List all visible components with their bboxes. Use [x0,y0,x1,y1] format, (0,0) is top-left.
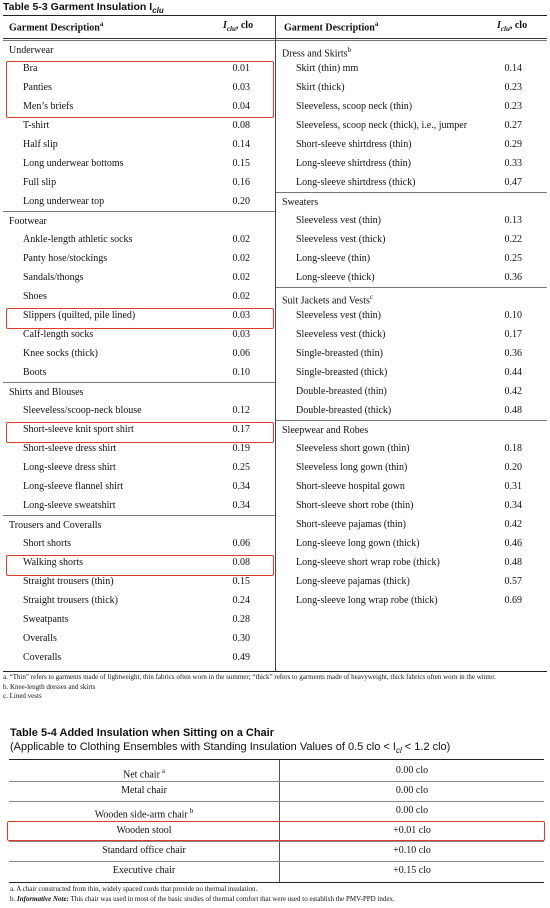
garment-row [276,249,547,268]
garment-name: Single-breasted (thick) [296,367,388,378]
clo-value: 0.48 [504,557,522,568]
clo-value: 0.15 [232,158,250,169]
header-desc-sup-right: a [374,20,379,28]
garment-name: Long underwear bottoms [23,158,124,169]
garment-row [276,458,547,477]
clo-value: 0.10 [232,367,250,378]
section-heading: Suit Jackets and Vests$^c$ [282,293,373,307]
clo-value: 0.02 [232,291,250,302]
clo-value: 0.13 [504,215,522,226]
note-c: c. Lined vests [3,692,42,700]
garment-row [276,591,547,610]
garment-row [3,268,275,287]
garment-row [276,230,547,249]
garment-row [3,287,275,306]
garment-row [276,59,547,78]
garment-name: Long-sleeve long gown (thick) [296,538,420,549]
garment-row [276,78,547,97]
garment-row [3,401,275,420]
garment-name: Long-sleeve long wrap robe (thick) [296,595,438,606]
clo-value: 0.03 [232,329,250,340]
clo-value: 0.20 [232,196,250,207]
garment-name: Panty hose/stockings [23,253,108,264]
section-heading: Trousers and Coveralls [9,520,102,531]
garment-row [276,325,547,344]
garment-name: Sandals/thongs [23,272,84,283]
clo-value: 0.49 [232,652,250,663]
garment-insulation-table [3,15,547,672]
garment-row [3,477,275,496]
clo-value: 0.31 [504,481,522,492]
garment-row [3,154,275,173]
header-desc-sup: a [99,20,104,28]
chair-footnote-mark: a [161,767,166,775]
table-5-3-title-text: Table 5-3 Garment Insulation I [3,1,153,13]
section-heading-row [3,382,275,402]
clo-value: 0.08 [232,557,250,568]
garment-name: Shoes [23,291,47,302]
clo-value: 0.36 [504,348,522,359]
section-heading: Sweaters [282,197,319,208]
clo-value: 0.44 [504,367,522,378]
garment-name: Coveralls [23,652,62,663]
garment-name: Overalls [23,633,57,644]
chair-row [9,781,544,801]
clo-value: 0.23 [504,82,522,93]
garment-name: Single-breasted (thin) [296,348,383,359]
added-insulation-value: 0.00 clo [395,805,429,816]
chair-name: Wooden side-arm chair [94,809,188,821]
garment-name: Long-sleeve dress shirt [23,462,116,473]
garment-name: Slippers (quilted, pile lined) [23,310,136,321]
garment-name: Long-sleeve flannel shirt [23,481,123,492]
header-I-sub-right: clu [500,25,510,33]
garment-row [3,458,275,477]
garment-row [3,610,275,629]
garment-row [276,515,547,534]
section-heading-sup: c [369,293,373,301]
garment-name: Long-sleeve (thin) [296,253,371,264]
table-5-3-notes [3,673,496,702]
garment-name: Walking shorts [23,557,84,568]
added-insulation-value: +0.01 clo [393,825,431,836]
clo-value: 0.34 [504,500,522,511]
garment-name: Boots [23,367,47,378]
note-a: a. “Thin” refers to garments made of lightweight, thin fabrics often worn in the summer; “thick” refers to garments made of heavyweight, thick fabrics often worn in the winter. [3,673,496,681]
chair-row [9,801,544,821]
garment-row [276,154,547,173]
garment-name: Short-sleeve dress shirt [23,443,117,454]
clo-value: 0.34 [232,481,250,492]
garment-name: Sleeveless, scoop neck (thick), i.e., jumper [296,120,468,131]
garment-row [276,116,547,135]
chair-name: Net chair [122,769,160,781]
clo-value: 0.15 [232,576,250,587]
garment-row [276,477,547,496]
garment-name: Long-sleeve (thick) [296,272,375,283]
garment-row [3,591,275,610]
garment-row [3,173,275,192]
garment-name: Sleeveless short gown (thin) [296,443,410,454]
clo-value: 0.06 [232,348,250,359]
chair-type [9,841,279,861]
highlight-knit-shirt-box [6,422,274,443]
section-heading: Dress and Skirts$^b$ [282,46,352,60]
clo-value: 0.69 [504,595,522,606]
table-5-3-title-subscript: clu [152,6,164,16]
garment-name: Full slip [23,177,57,188]
clo-value: 0.22 [504,234,522,245]
clo-value: 0.19 [232,443,250,454]
table-5-4-subtitle [10,741,450,755]
garment-row [276,211,547,230]
garment-row [276,344,547,363]
garment-name: Sleeveless vest (thin) [296,310,381,321]
table-5-4-notes [10,885,395,904]
garment-row [276,382,547,401]
clo-value: 0.29 [504,139,522,150]
garment-name: Sleeveless vest (thick) [296,329,386,340]
garment-row [276,363,547,382]
garment-row [3,192,275,211]
garment-name: Men’s briefs [23,101,74,112]
header-unit: , clo [235,20,254,31]
chair-row [9,761,544,781]
chair-note-b-emphasis: Informative Note: [17,894,69,903]
subtitle-pre: (Applicable to Clothing Ensembles with Standing Insulation Values of 0.5 clo < I [10,741,396,753]
garment-name: Sleeveless vest (thick) [296,234,386,245]
chair-name: Metal chair [121,785,167,796]
garment-row [276,268,547,287]
clo-value: 0.16 [232,177,250,188]
garment-name: Long-sleeve shirtdress (thick) [296,177,416,188]
garment-name: Short-sleeve shirtdress (thin) [296,139,412,150]
section-heading-row [3,515,275,535]
garment-row [3,135,275,154]
chair-note-b [10,895,395,905]
table-5-4-title: Table 5-4 Added Insulation when Sitting on a Chair [10,727,275,739]
clo-value: 0.02 [232,272,250,283]
garment-row [3,249,275,268]
garment-row [276,401,547,420]
clo-value: 0.20 [504,462,522,473]
clo-value: 0.01 [232,63,250,74]
garment-name: Long-sleeve sweatshirt [23,500,116,511]
garment-name: Short-sleeve pajamas (thin) [296,519,406,530]
subtitle-sub: cl [395,746,402,756]
garment-name: Short-sleeve short robe (thin) [296,500,414,511]
table-5-3-title [3,1,164,15]
clo-value: 0.18 [504,443,522,454]
section-heading: Shirts and Blouses [9,387,84,398]
section-heading-row [276,192,547,212]
garment-name: Skirt (thick) [296,82,345,93]
clo-value: 0.28 [232,614,250,625]
added-insulation-value: 0.00 clo [395,765,429,776]
garment-row [276,306,547,325]
header-I-sub: clu [226,25,236,33]
garment-name: T-shirt [23,120,50,131]
chair-row [9,841,544,861]
highlight-slippers-box [6,308,274,329]
header-garment-description-right [284,20,378,33]
chair-name: Standard office chair [102,845,186,856]
chair-insulation-table [9,759,544,883]
section-heading: Sleepwear and Robes [282,425,369,436]
clo-value: 0.06 [232,538,250,549]
clo-value: 0.25 [504,253,522,264]
garment-name: Short-sleeve hospital gown [296,481,405,492]
clo-value: 0.04 [232,101,250,112]
clo-value: 0.14 [232,139,250,150]
garment-name: Ankle-length athletic socks [23,234,133,245]
clo-value: 0.46 [504,538,522,549]
garment-row [276,534,547,553]
garment-name: Skirt (thin) mm [296,63,359,74]
highlight-underwear-box [6,61,274,118]
chair-note-b-label: b. [10,894,17,903]
garment-name: Sleeveless, scoop neck (thin) [296,101,413,112]
clo-value: 0.27 [504,120,522,131]
clo-value: 0.25 [232,462,250,473]
garment-row [276,553,547,572]
garment-row [3,496,275,515]
garment-name: Short-sleeve knit sport shirt [23,424,134,435]
garment-row [3,363,275,382]
header-unit-right: , clo [509,20,528,31]
garment-row [276,496,547,515]
clo-value: 0.36 [504,272,522,283]
header-desc-text-right: Garment Description [284,22,375,34]
clo-value: 0.23 [504,101,522,112]
added-insulation-value: 0.00 clo [395,785,429,796]
garment-name: Long-sleeve pajamas (thick) [296,576,410,587]
header-I: I [223,20,227,31]
header-iclu-right [497,20,527,33]
clo-value: 0.30 [232,633,250,644]
header-desc-text: Garment Description [9,22,100,34]
clo-value: 0.48 [504,405,522,416]
clo-value: 0.08 [232,120,250,131]
garment-row [3,534,275,553]
added-insulation-value: +0.15 clo [393,865,431,876]
garment-row [276,135,547,154]
garment-name: Long underwear top [23,196,105,207]
clo-value: 0.02 [232,253,250,264]
garment-name: Long-sleeve shirtdress (thin) [296,158,411,169]
clo-value: 0.17 [232,424,250,435]
chair-footnote-mark: b [189,807,194,815]
garment-name: Calf-length socks [23,329,94,340]
garment-row [276,173,547,192]
garment-row [276,572,547,591]
garment-name: Half slip [23,139,58,150]
garment-name: Double-breasted (thick) [296,405,392,416]
clo-value: 0.33 [504,158,522,169]
section-heading-sup: b [347,46,352,54]
clo-value: 0.42 [504,386,522,397]
garment-name: Bra [23,63,38,74]
chair-name: Wooden stool [116,825,172,836]
clo-value: 0.34 [232,500,250,511]
garment-name: Straight trousers (thick) [23,595,118,606]
highlight-wooden-stool-box [7,821,545,841]
clo-value: 0.10 [504,310,522,321]
clo-value: 0.03 [232,82,250,93]
clo-value: 0.03 [232,310,250,321]
clo-value: 0.14 [504,63,522,74]
garment-name: Double-breasted (thin) [296,386,387,397]
clo-value: 0.17 [504,329,522,340]
section-heading-row [276,40,547,60]
chair-note-b-text: This chair was used in most of the basic studies of thermal comfort that were used to establish the PMV-PPD index. [68,894,395,903]
clo-value: 0.57 [504,576,522,587]
garment-row [276,439,547,458]
section-heading-row [3,211,275,231]
garment-row [3,344,275,363]
chair-row [9,861,544,881]
garment-name: Sleeveless long gown (thin) [296,462,408,473]
subtitle-post: < 1.2 clo) [401,741,451,753]
highlight-walking-shorts-box [6,555,274,576]
header-iclu-left [223,20,253,33]
clo-value: 0.24 [232,595,250,606]
garment-row [3,230,275,249]
garment-name: Long-sleeve short wrap robe (thick) [296,557,440,568]
added-insulation-value: +0.10 clo [393,845,431,856]
chair-type [9,861,279,881]
garment-name: Sleeveless vest (thin) [296,215,381,226]
clo-value: 0.42 [504,519,522,530]
section-heading-row [276,420,547,440]
garment-name: Panties [23,82,52,93]
garment-name: Straight trousers (thin) [23,576,114,587]
chair-name: Executive chair [112,865,176,876]
header-I-right: I [497,20,501,31]
header-garment-description-left [9,20,103,33]
garment-name: Sleeveless/scoop-neck blouse [23,405,142,416]
section-heading-row [276,287,547,307]
clo-value: 0.02 [232,234,250,245]
note-b: b. Knee-length dresses and skirts [3,682,96,691]
section-heading: Footwear [9,216,47,227]
clo-value: 0.12 [232,405,250,416]
garment-name: Knee socks (thick) [23,348,98,359]
garment-row [3,116,275,135]
garment-name: Sweatpants [23,614,69,625]
chair-note-a: a. A chair constructed from thin, widely spaced cords that provide no thermal insulation. [10,885,258,893]
garment-row [3,629,275,648]
garment-row [276,97,547,116]
section-heading-row [3,40,275,60]
garment-name: Short shorts [23,538,72,549]
clo-value: 0.47 [504,177,522,188]
section-heading: Underwear [9,45,54,56]
chair-type [9,781,279,801]
garment-row [3,648,275,667]
